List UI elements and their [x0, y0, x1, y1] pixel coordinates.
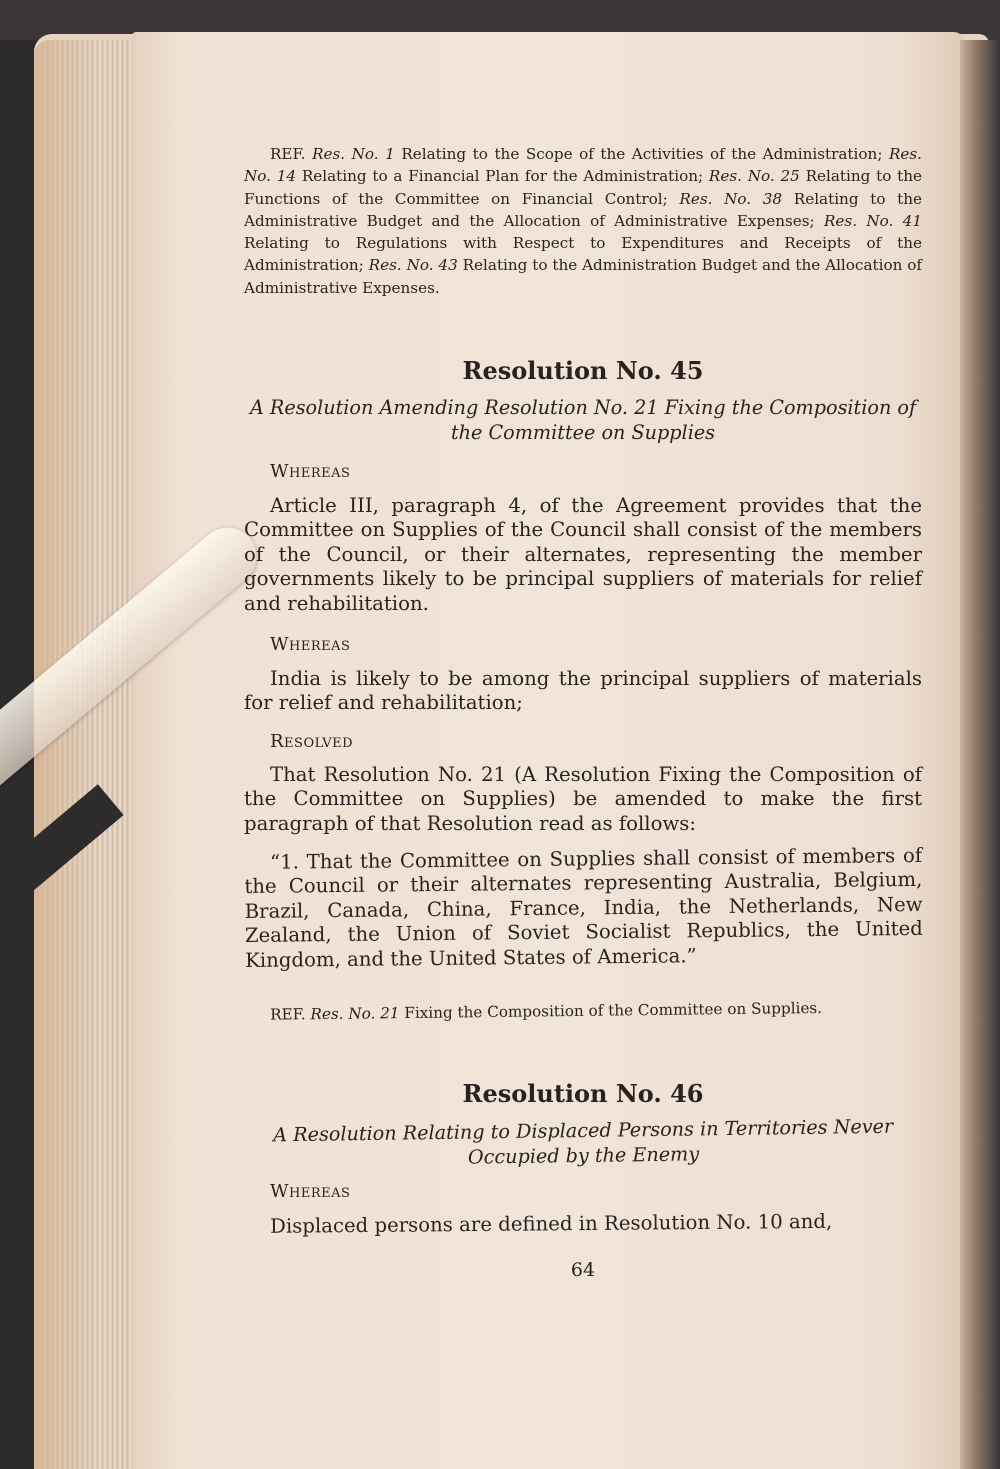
ref-res: Res. No. 41 [824, 211, 923, 230]
ref-res: Res. No. 21 [310, 1004, 400, 1024]
ref-text: Fixing the Composition of the Committee on Supplies. [404, 998, 823, 1023]
ref-label: REF. [270, 145, 306, 163]
ref-res: Res. No. 25 [708, 167, 800, 186]
ref-text: Relating to the Administration Budget and the Allocation of Administrative Expenses. [244, 256, 922, 297]
page-edges-shade [34, 40, 94, 1469]
resolved-paragraph: That Resolution No. 21 (A Resolution Fixing the Composition of the Committee on Supplies) be amended to make the first paragraph of that Resolution read as follows: [244, 763, 922, 835]
whereas-label: Whereas [270, 1181, 351, 1202]
book-gutter [960, 40, 1000, 1469]
ref-text: Relating to Regulations with Respect to Expenditures and Receipts of the Administration; [244, 234, 922, 275]
whereas-paragraph: Displaced persons are defined in Resolution No. 10 and, [269, 1209, 833, 1238]
resolution-45-subtitle: A Resolution Amending Resolution No. 21 Fixing the Composition of the Committee on Supplies [249, 396, 917, 444]
resolution-46-subtitle: A Resolution Relating to Displaced Persons in Territories Never Occupied by the Enemy [273, 1114, 894, 1169]
resolution-46-title: Resolution No. 46 [462, 1079, 704, 1108]
ref-res: Res. No. 14 [244, 145, 923, 186]
ref-res: Res. No. 38 [679, 189, 783, 208]
ref-text: Relating to a Financial Plan for the Administration; [301, 167, 704, 186]
quoted-paragraph: “1. That the Committee on Supplies shall consist of members of the Council or their alternates representing Australia, Belgium, Brazil, Canada, China, France, India, the Netherlands, New Zealand, the Union of Soviet Socialist Republics, the United Kingdom, and the United States of America.” [244, 843, 923, 972]
whereas-paragraph: Article III, paragraph 4, of the Agreement provides that the Committee on Supplies of the Council shall consist of the members of the Council, or their alternates, representing the member governments likely to be principal suppliers of materials for relief and rehabilitation. [244, 494, 922, 615]
ref-label: REF. [270, 1005, 306, 1024]
ref-text: Relating to the Administrative Budget and the Allocation of Administrative Expenses; [244, 189, 923, 230]
ref-res: Res. No. 1 [312, 145, 395, 163]
resolution-45-title: Resolution No. 45 [462, 356, 704, 385]
whereas-label: Whereas [270, 634, 351, 655]
ref-paragraph-top [244, 143, 922, 299]
page-number: 64 [570, 1259, 596, 1281]
ref-text: Relating to the Scope of the Activities of the Administration; [401, 145, 883, 163]
whereas-paragraph: India is likely to be among the principal suppliers of materials for relief and rehabilitation; [244, 667, 922, 715]
ref-res: Res. No. 43 [368, 256, 458, 275]
whereas-label: Whereas [270, 461, 351, 482]
resolved-label: Resolved [270, 731, 353, 752]
ref-text: Relating to the Functions of the Committee on Financial Control; [244, 167, 923, 208]
